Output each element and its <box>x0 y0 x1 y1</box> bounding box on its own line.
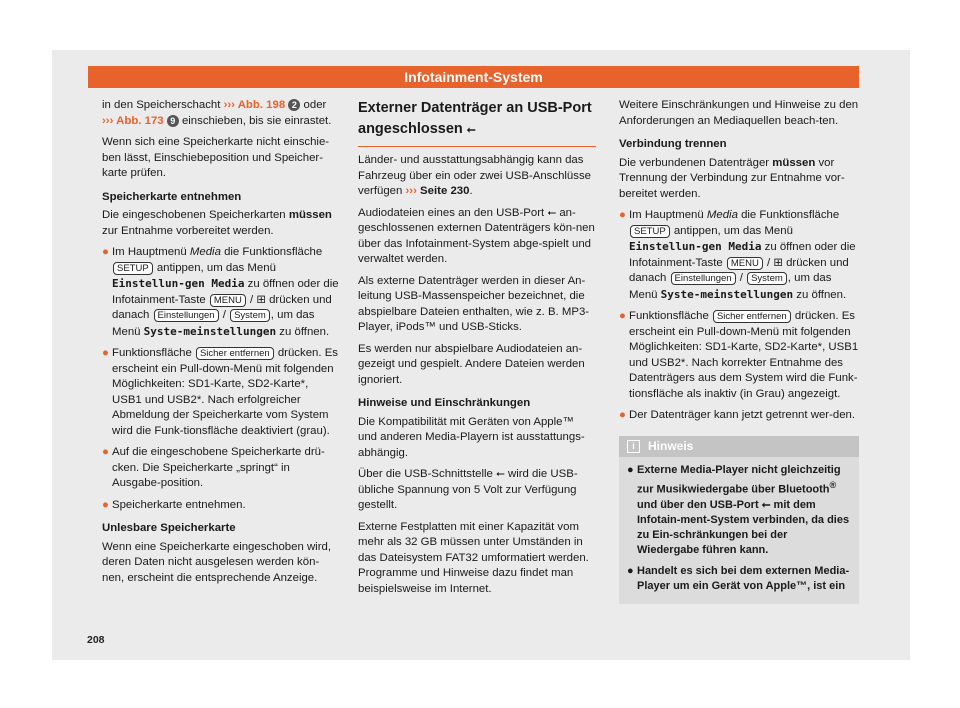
text: Die verbundenen Datenträger <box>619 156 773 169</box>
text: vor Trennung der Verbindung zur Entnahme vor-bereitet werden. <box>619 156 845 200</box>
column-2 <box>358 98 596 603</box>
usb-icon: ⭠ <box>761 498 771 511</box>
text: Audiodateien eines an den USB-Port <box>358 206 548 219</box>
emphasis: müssen <box>288 209 332 221</box>
info-icon: i <box>627 440 640 453</box>
text: / <box>246 293 257 306</box>
paragraph: Externe Festplatten mit einer Kapazität vom mehr als 32 GB müssen unter Umständen in das Dateisystem FAT32 umformatiert werden. Programme und Hinweise dazu findet man beispielsweise im Internet. <box>358 520 589 595</box>
text: Media <box>189 246 221 258</box>
text: / <box>763 256 774 269</box>
text: Speicherkarte entnehmen. <box>112 498 246 511</box>
menu-name: Syste-meinstellungen <box>660 287 794 301</box>
text: Auf die eingeschobene Speicherkarte drü-cken. Die Speicherkarte „springt“ in Ausgabe-position. <box>112 446 325 489</box>
text: Länder- und ausstattungsabhängig kann das Fahrzeug über ein oder zwei USB-Anschlüsse verfügen <box>358 154 591 197</box>
page-ref-link[interactable]: Seite 230 <box>416 185 470 197</box>
menu-name: Einstellun-gen Media <box>629 240 762 253</box>
list-item <box>102 498 340 514</box>
list-item <box>627 463 851 558</box>
text: . <box>469 185 473 197</box>
paragraph <box>102 208 340 239</box>
note-body <box>619 457 859 604</box>
callout-number: 2 <box>288 99 300 111</box>
subheading: Speicherkarte entnehmen <box>102 190 242 203</box>
text: Funktionsfläche <box>112 347 195 359</box>
subheading: Unlesbare Speicherkarte <box>102 522 236 534</box>
bullet-icon: ● <box>627 464 634 476</box>
grid-icon: ⊞ <box>256 293 266 306</box>
usb-icon: ⭠ <box>547 206 557 219</box>
figure-ref-link[interactable]: Abb. 198 <box>234 99 289 111</box>
menu-name: Einstellun-gen Media <box>112 277 245 290</box>
text: zu öffnen. <box>276 325 330 338</box>
bullet-icon: ● <box>619 310 626 322</box>
paragraph <box>358 206 596 268</box>
paragraph <box>358 467 596 514</box>
subheading: Verbindung trennen <box>619 138 727 150</box>
page-number: 208 <box>87 634 105 646</box>
note-header <box>619 436 859 458</box>
list-item <box>619 208 859 303</box>
arrow-icon: ››› <box>405 185 417 197</box>
callout-number: 9 <box>167 115 179 127</box>
text: Über die USB-Schnittstelle <box>358 468 497 480</box>
text: , um das Menü <box>112 309 315 338</box>
text: Externe Media-Player nicht gleichzeitig zur Musikwiedergabe über Bluetooth <box>637 464 841 496</box>
bullet-icon: ● <box>619 209 626 221</box>
text: wird die USB-übliche Spannung von 5 Volt zur Verfügung gestellt. <box>358 468 578 511</box>
section-title-text: Externer Datenträger an USB-Port angeschlossen <box>358 100 592 137</box>
paragraph: Weitere Einschränkungen und Hinweise zu den Anforderungen an Mediaquellen beach-ten. <box>619 99 859 127</box>
list-item <box>627 564 851 594</box>
einstellungen-key: Einstellungen <box>671 272 736 285</box>
sicher-entfernen-key: Sicher entfernen <box>713 310 791 323</box>
menu-name: Syste-meinstellungen <box>143 324 277 338</box>
menu-key: MENU <box>727 257 763 270</box>
text: in den Speicherschacht <box>102 99 224 111</box>
text: / <box>736 272 747 284</box>
emphasis: müssen <box>772 156 816 169</box>
text: und über den USB-Port <box>637 498 762 511</box>
paragraph <box>619 156 859 203</box>
bullet-icon: ● <box>102 246 109 258</box>
text: Im Hauptmenü <box>112 246 190 258</box>
bullet-icon: ● <box>102 446 109 458</box>
text: an-geschlossenen externen Datenträgers kön-nen über das Infotainment-System abge-spielt und verwaltet werden. <box>358 206 595 265</box>
text: zur Entnahme vorbereitet werden. <box>102 224 274 237</box>
bullet-icon: ● <box>102 347 109 359</box>
text: Die eingeschobenen Speicherkarten <box>102 209 289 221</box>
arrow-icon: ››› <box>223 99 235 111</box>
text: drücken. Es erscheint ein Pull-down-Menü mit folgenden Möglichkeiten: SD1-Karte, SD2-Karte*, USB1 und USB2*. Nach erfolgreicher Abmeldung der Speicherkarte vom System wird die Funk-tionsfläche deaktiviert (grau). <box>112 347 338 437</box>
text: Der Datenträger kann jetzt getrennt wer-den. <box>629 409 856 421</box>
text: drücken. Es erscheint ein Pull-down-Menü mit folgenden Möglichkeiten: SD1-Karte, SD2-Karte*, USB1 und USB2*. Nach korrekter Entnahme des Datenträgers aus dem System wird die Funk-tionsfläche als inaktiv (in Grau) angezeigt. <box>629 310 859 400</box>
list-item <box>102 445 340 492</box>
text: Funktionsfläche <box>629 310 712 322</box>
text: , um das Menü <box>629 272 832 301</box>
list-item <box>102 245 340 340</box>
paragraph: Wenn eine Speicherkarte eingeschoben wird, deren Daten nicht ausgelesen werden kön-nen, erscheint die entsprechende Anzeige. <box>102 540 332 584</box>
list-item <box>619 309 859 402</box>
text: / <box>219 309 230 321</box>
text: antippen, um das Menü <box>153 261 276 274</box>
text: die Funktionsfläche <box>737 209 840 221</box>
bullet-icon: ● <box>619 409 626 421</box>
text: drücken und danach <box>112 293 332 321</box>
einstellungen-key: Einstellungen <box>154 309 219 322</box>
text: antippen, um das Menü <box>670 224 793 237</box>
column-3 <box>619 98 859 604</box>
bullet-icon: ● <box>102 498 109 511</box>
text: zu öffnen. <box>793 288 847 301</box>
menu-key: MENU <box>210 294 246 307</box>
paragraph-insert-card <box>102 98 340 129</box>
system-key: System <box>747 272 787 285</box>
paragraph: Es werden nur abspielbare Audiodateien an-gezeigt und gespielt. Andere Dateien werden ignoriert. <box>358 342 585 386</box>
text: die Funktionsfläche <box>220 246 323 258</box>
text: ® <box>829 480 837 490</box>
text: einschieben, bis sie einrastet. <box>178 114 332 127</box>
paragraph <box>358 153 596 200</box>
grid-icon: ⊞ <box>773 256 783 269</box>
text: Handelt es sich bei dem externen Media-Player um ein Gerät von Apple™, ist ein <box>637 564 850 592</box>
text: oder <box>300 99 327 111</box>
bullet-icon: ● <box>627 564 634 577</box>
chapter-header: Infotainment-System <box>88 66 859 88</box>
section-title <box>358 98 596 147</box>
sicher-entfernen-key: Sicher entfernen <box>196 347 274 360</box>
note-box <box>619 436 859 604</box>
text: Im Hauptmenü <box>629 209 707 221</box>
list-item <box>102 346 340 439</box>
note-title: Hinweis <box>648 438 694 453</box>
list-item <box>619 408 859 424</box>
paragraph: Die Kompatibilität mit Geräten von Apple™ und anderen Media-Playern ist ausstattungs-abhängig. <box>358 415 585 459</box>
subheading: Hinweise und Einschränkungen <box>358 397 531 409</box>
text: drücken und danach <box>629 256 849 284</box>
column-1 <box>102 98 340 592</box>
text: zu öffnen oder die Infotainment-Taste <box>112 278 339 306</box>
text: zu öffnen oder die Infotainment-Taste <box>629 241 856 269</box>
paragraph: Wenn sich eine Speicherkarte nicht einschie-ben lässt, Einschiebeposition und Speicher-karte prüfen. <box>102 136 330 179</box>
system-key: System <box>230 309 270 322</box>
text: mit dem Infotain-ment-System verbinden, da dies zu Ein-schränkungen bei der Wiedergabe führen kann. <box>637 498 850 556</box>
paragraph: Als externe Datenträger werden in dieser An-leitung USB-Massenspeicher bezeichnet, die abspielbare Dateien enthalten, wie z. B. MP3-Player, iPods™ und USB-Sticks. <box>358 274 590 333</box>
figure-ref-link[interactable]: Abb. 173 <box>113 114 167 127</box>
arrow-icon: ››› <box>102 114 114 127</box>
text: Media <box>706 209 738 221</box>
usb-icon: ⭠ <box>496 468 505 480</box>
usb-icon: ⭠ <box>466 124 476 136</box>
setup-key: SETUP <box>113 262 153 275</box>
setup-key: SETUP <box>630 225 670 238</box>
